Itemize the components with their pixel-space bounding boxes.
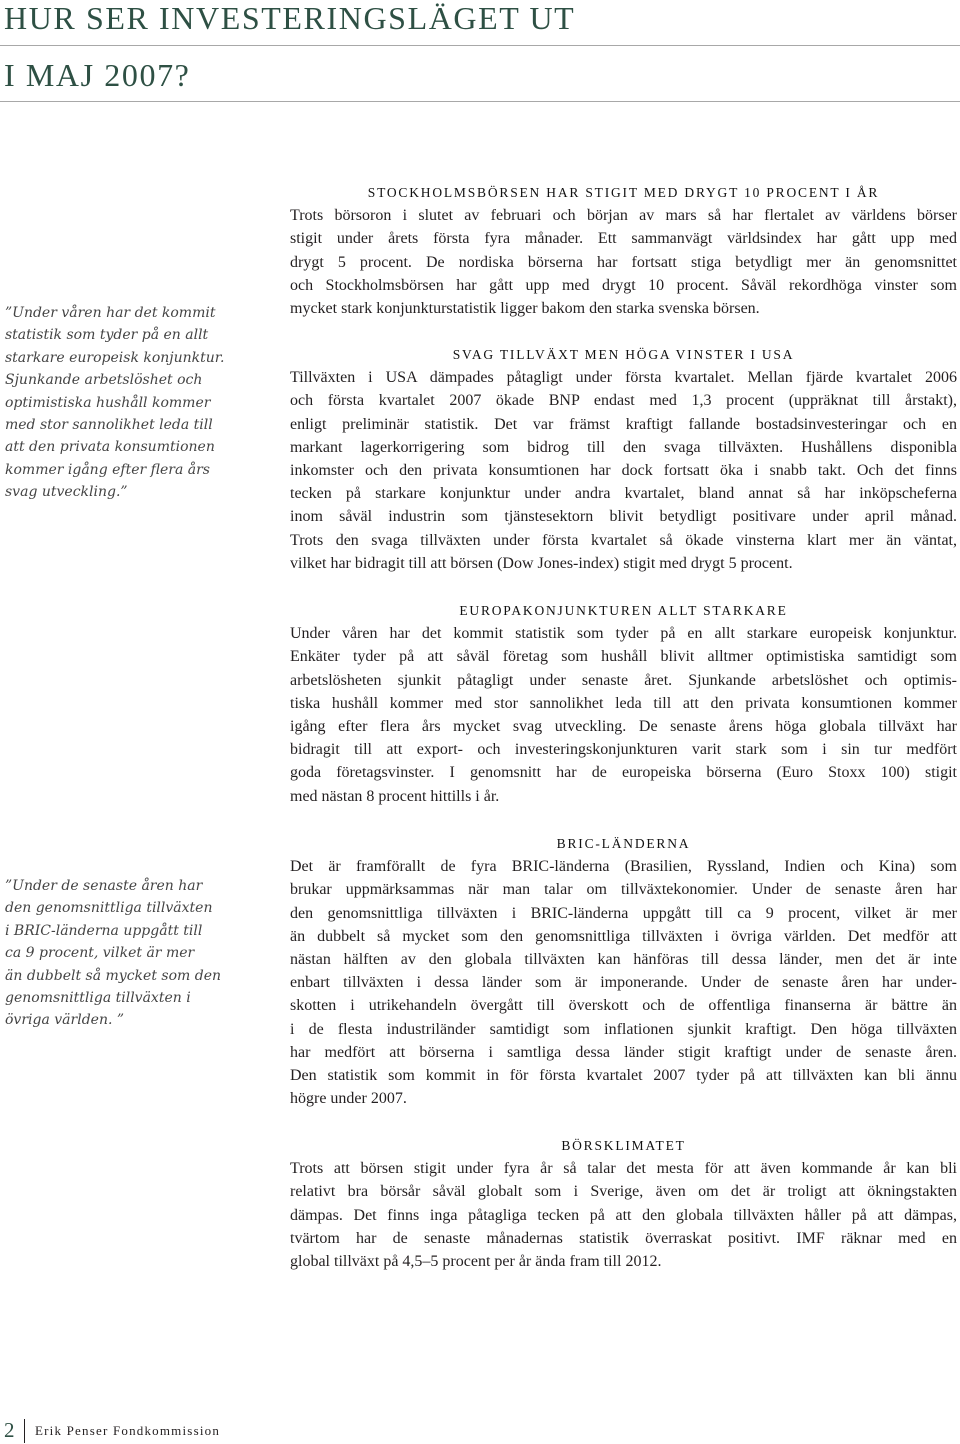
paragraph-line: har medfört att börserna i samtliga dessa länder stigit kraftigt under de senaste åren. (290, 1043, 957, 1061)
paragraph-line: inom såväl industrin som tjänstesektorn blivit betydligt positivare under april månad. (290, 508, 957, 526)
paragraph-line: bidragit till att export- och investeringskonjunkturen varit stark som i sin tur medfört (290, 741, 957, 759)
pull-quote-line: ca 9 procent, vilket är mer (5, 945, 195, 962)
title-rule-top (0, 45, 960, 46)
pull-quote-line: övriga världen. ” (5, 1012, 125, 1029)
paragraph-line: tiska hushåll kommer med stor sannolikhet leda till att den privata konsumtionen kommer (290, 694, 957, 712)
paragraph-line: stigit under årets första fyra månader. Ett sammanvägt världsindex har gått upp med (290, 230, 957, 248)
pull-quote-line: statistik som tyder på en allt (5, 327, 209, 344)
paragraph-line: Trots den svaga tillväxten under första kvartalet så ökade vinsterna klart mer än väntat, (290, 531, 957, 549)
paragraph-line: brukar uppmärksammas när man talar om tillväxtekonomier. Under de senaste åren har (290, 881, 957, 899)
paragraph-line: enligt preliminär statistik. Det var främst kraftigt fallande bostadsinvesteringar och en (290, 415, 957, 433)
pull-quote-bric (5, 875, 265, 1032)
pull-quote-line: starkare europeisk konjunktur. (5, 349, 225, 366)
paragraph-line: arbetslösheten sjunkit påtagligt under senaste året. Sjunkande arbetslöshet och optimis- (290, 671, 957, 689)
paragraph-line: Trots börsoron i slutet av februari och början av mars så har flertalet av världens börser (290, 207, 957, 225)
paragraph-line: Trots att börsen stigit under fyra år så talar det mesta för att även kommande år kan bli (290, 1160, 957, 1178)
paragraph-line: och första kvartalet 2007 ökade BNP endast med 1,3 procent (uppräknat till årstakt), (290, 392, 957, 410)
paragraph-line: vilket har bidragit till att börsen (Dow Jones-index) stigit med drygt 5 procent. (290, 554, 793, 572)
section-heading: BÖRSKLIMATET (561, 1138, 686, 1153)
page-title-line-2: I MAJ 2007? (4, 57, 191, 93)
paragraph-line: än dubbelt så mycket som den genomsnittliga tillväxten i övriga världen. Det medför att (290, 927, 957, 945)
page-title-line-1: HUR SER INVESTERINGSLÄGET UT (4, 0, 576, 36)
pull-quote-line: kommer igång efter flera års (5, 461, 210, 478)
paragraph-line: högre under 2007. (290, 1090, 407, 1108)
footer-divider (24, 1419, 25, 1443)
pull-quote-line: med stor sannolikhet leda till (5, 416, 213, 433)
paragraph-line: skotten i utrikehandeln övergått till överskott och de offentliga finanserna är bättre än (290, 997, 957, 1015)
paragraph-line: tvärtom har de senaste månadernas statistik överraskat positivt. IMF räknar med en (290, 1229, 957, 1247)
pull-quote-line: i BRIC-länderna uppgått till (5, 922, 203, 939)
paragraph-line: nästan hälften av den globala tillväxten kan hänföras till dessa länder, men det är inte (290, 950, 957, 968)
section-heading: BRIC-LÄNDERNA (556, 836, 691, 851)
paragraph-line: igång efter flera års mycket svag utveckling. De senaste årens höga globala tillväxt har (290, 717, 957, 735)
section-body (290, 855, 957, 1110)
section-heading: EUROPAKONJUNKTUREN ALLT STARKARE (459, 603, 788, 618)
paragraph-line: goda företagsvinster. I genomsnitt har de europeiska börserna (Euro Stoxx 100) stigit (290, 764, 957, 782)
section-bric-landerna (290, 832, 957, 1110)
paragraph-line: Det är framförallt de fyra BRIC-länderna (Brasilien, Ryssland, Indien och Kina) som (290, 858, 957, 876)
pull-quote-europe (5, 302, 265, 504)
paragraph-line: tecken på starkare konjunktur under andra kvartalet, bland annat så har inköpscheferna (290, 485, 957, 503)
pull-quote-line: ”Under våren har det kommit (5, 305, 216, 321)
section-heading: STOCKHOLMSBÖRSEN HAR STIGIT MED DRYGT 10 PROCENT I ÅR (367, 185, 880, 200)
section-body (290, 366, 957, 575)
paragraph-line: med nästan 8 procent hittills i år. (290, 787, 500, 805)
paragraph-line: mycket stark konjunkturstatistik ligger bakom den starka svenska börsen. (290, 299, 760, 317)
paragraph-line: Enkäter tyder på att såväl företag som hushåll blivit alltmer optimistiska samtidigt som (290, 648, 957, 666)
paragraph-line: global tillväxt på 4,5–5 procent per år ända fram till 2012. (290, 1252, 662, 1270)
paragraph-line: inkomster och den privata konsumtionen har dock fortsatt öka i snabb takt. Och det finns (290, 461, 957, 479)
section-body (290, 622, 957, 808)
paragraph-line: dämpas. Det finns inga påtagliga tecken på att den globala tillväxten håller på att dämpas, (290, 1206, 957, 1224)
section-borsklimatet (290, 1134, 957, 1273)
paragraph-line: drygt 5 procent. De nordiska börserna har fortsatt stiga betydligt mer än genomsnittet (290, 253, 957, 271)
pull-quote-line: den genomsnittliga tillväxten (5, 900, 213, 917)
pull-quote-line: än dubbelt så mycket som den (5, 967, 222, 984)
paragraph-line: markant lagerkorrigering som bidrog till den svaga tillväxten. Hushållens disponibla (290, 438, 957, 456)
paragraph-line: Tillväxten i USA dämpades påtagligt under första kvartalet. Mellan fjärde kvartalet 2006 (290, 369, 957, 387)
paragraph-line: relativt bra börsår såväl globalt som i Sverige, även om det är troligt att ökningstakten (290, 1183, 957, 1201)
paragraph-line: den genomsnittliga tillväxten i BRIC-länderna uppgått till ca 9 procent, vilket är mer (290, 904, 957, 922)
section-stockholmsborsen (290, 181, 957, 320)
pull-quote-line: genomsnittliga tillväxten i (5, 989, 191, 1006)
pull-quote-line: svag utveckling.” (5, 484, 128, 501)
section-body (290, 204, 957, 320)
paragraph-line: Under våren har det kommit statistik som tyder på en allt starkare europeisk konjunktur. (290, 625, 957, 643)
paragraph-line: enbart tillväxten i dessa länder som är imponerande. Under de senaste åren har under- (290, 974, 957, 992)
title-rule-bottom (0, 101, 960, 102)
paragraph-line: och Stockholmsbörsen har gått upp med drygt 10 procent. Såväl rekordhöga vinster som (290, 276, 957, 294)
paragraph-line: i de flesta industriländer samtidigt som inflationen sjunkit kraftigt. Den höga tillväxten (290, 1020, 957, 1038)
pull-quote-line: ”Under de senaste åren har (5, 878, 203, 894)
pull-quote-line: Sjunkande arbetslöshet och (5, 372, 203, 389)
section-body (290, 1157, 957, 1273)
paragraph-line: Den statistik som kommit in för första kvartalet 2007 tyder på att tillväxten kan bli ännu (290, 1066, 957, 1084)
footer-company-name: Erik Penser Fondkommission (35, 1423, 221, 1438)
pull-quote-line: optimistiska hushåll kommer (5, 394, 211, 411)
section-heading: SVAG TILLVÄXT MEN HÖGA VINSTER I USA (452, 347, 795, 362)
section-usa (290, 343, 957, 575)
pull-quote-line: att den privata konsumtionen (5, 439, 215, 456)
section-europakonjunkturen (290, 599, 957, 808)
page-number: 2 (4, 1418, 15, 1442)
